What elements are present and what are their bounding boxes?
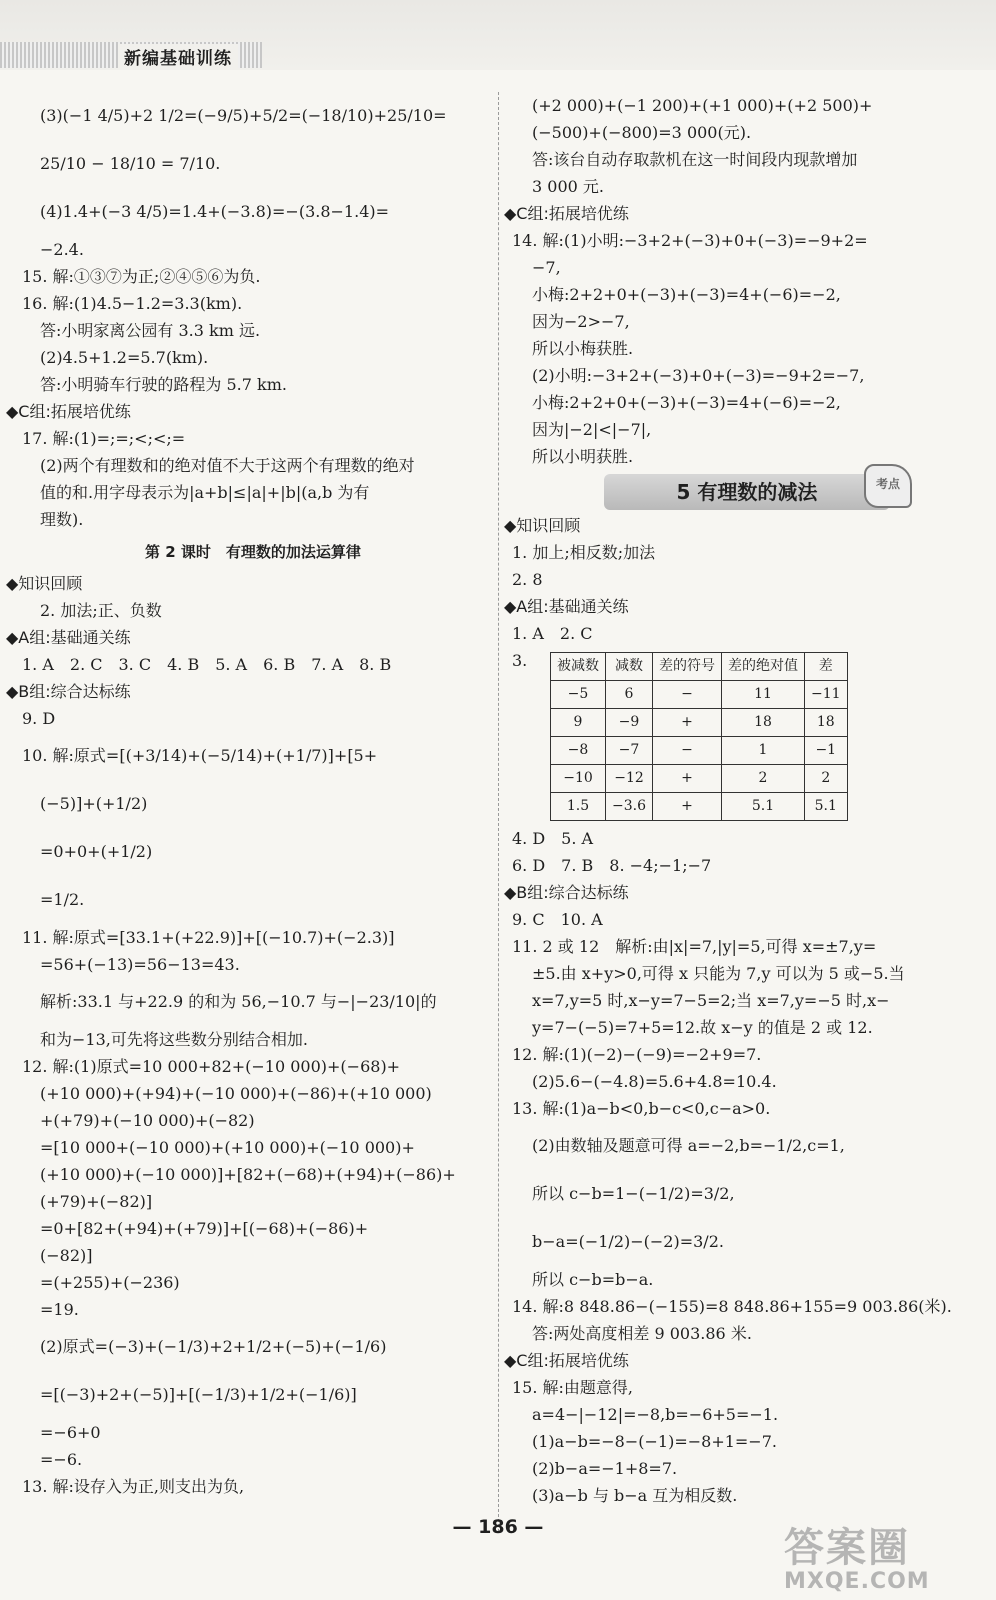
- table-cell: −11: [805, 681, 848, 709]
- table-header-cell: 差的绝对值: [722, 653, 805, 681]
- book-title: 新编基础训练: [118, 44, 238, 69]
- answer-line: =−6+0: [40, 1423, 101, 1442]
- table-row: [551, 793, 848, 821]
- answer-line: 2. 8: [512, 570, 543, 589]
- answer-line: 25/10 − 18/10 = 7/10.: [40, 154, 221, 173]
- answer-line: (2)b−a=−1+8=7.: [532, 1459, 678, 1478]
- answer-line: =1/2.: [40, 890, 85, 909]
- table-header-cell: 减数: [606, 653, 653, 681]
- section-title: 5 有理数的减法: [676, 480, 818, 504]
- answer-line: 解析:33.1 与+22.9 的和为 56,−10.7 与−|−23/10|的: [40, 992, 437, 1011]
- table-cell: −: [653, 681, 722, 709]
- answer-line: +(+79)+(−10 000)+(−82): [40, 1111, 255, 1130]
- answer-line: (4)1.4+(−3 4/5)=1.4+(−3.8)=−(3.8−1.4)=: [40, 202, 390, 221]
- answer-line: 10. 解:原式=[(+3/14)+(−5/14)+(+1/7)]+[5+: [22, 746, 378, 765]
- answer-line: =[(−3)+2+(−5)]+[(−1/3)+1/2+(−1/6)]: [40, 1385, 357, 1404]
- table-cell: 2: [805, 765, 848, 793]
- answer-line: 6. D 7. B 8. −4;−1;−7: [512, 856, 712, 875]
- answer-line: =[10 000+(−10 000)+(+10 000)+(−10 000)+: [40, 1138, 415, 1157]
- answer-line: (2)5.6−(−4.8)=5.6+4.8=10.4.: [532, 1072, 777, 1091]
- banner-badge-icon: 考点: [864, 464, 912, 508]
- right-column-mid: [504, 512, 982, 674]
- answer-line: =(+255)+(−236): [40, 1273, 180, 1292]
- answer-line: 所以小明获胜.: [532, 447, 634, 466]
- answer-line: 1. 加上;相反数;加法: [512, 543, 656, 562]
- section-heading: ◆C组:拓展培优练: [504, 1351, 629, 1370]
- table-row: [551, 681, 848, 709]
- answer-line: 9. D: [22, 709, 56, 728]
- answer-line: 15. 解:由题意得,: [512, 1378, 634, 1397]
- answer-line: =0+0+(+1/2): [40, 842, 153, 861]
- table-cell: 1.5: [551, 793, 606, 821]
- right-column: [504, 92, 982, 1509]
- answer-line: x=7,y=5 时,x−y=7−5=2;当 x=7,y=−5 时,x−: [532, 991, 890, 1010]
- answer-line: 所以 c−b=b−a.: [532, 1270, 654, 1289]
- section-heading: ◆A组:基础通关练: [504, 597, 629, 616]
- table-cell: +: [653, 709, 722, 737]
- answer-line: 答:该台自动存取款机在这一时间段内现款增加: [532, 150, 858, 169]
- answer-line: 9. C 10. A: [512, 910, 603, 929]
- answer-line: y=7−(−5)=7+5=12.故 x−y 的值是 2 或 12.: [532, 1018, 873, 1037]
- table-body: [551, 681, 848, 821]
- answer-line: 13. 解:(1)a−b<0,b−c<0,c−a>0.: [512, 1099, 771, 1118]
- answer-line: (−500)+(−800)=3 000(元).: [532, 123, 752, 142]
- answer-line: =−6.: [40, 1450, 83, 1469]
- left-column: [6, 92, 484, 1500]
- answer-line: 和为−13,可先将这些数分别结合相加.: [40, 1030, 308, 1049]
- answer-line: 17. 解:(1)=;=;<;<;=: [22, 429, 186, 448]
- answer-line: 因为|−2|<|−7|,: [532, 420, 652, 439]
- table-cell: −10: [551, 765, 606, 793]
- answer-line: 理数).: [40, 510, 84, 529]
- answer-line: (2)原式=(−3)+(−1/3)+2+1/2+(−5)+(−1/6): [40, 1337, 387, 1356]
- table-header-cell: 差: [805, 653, 848, 681]
- answer-line: b−a=(−1/2)−(−2)=3/2.: [532, 1232, 724, 1251]
- table-cell: 6: [606, 681, 653, 709]
- answer-line: (3)a−b 与 b−a 互为相反数.: [532, 1486, 738, 1505]
- answer-line: =19.: [40, 1300, 79, 1319]
- difference-table: [550, 652, 848, 821]
- answer-line: 4. D 5. A: [512, 829, 594, 848]
- answer-line: (+2 000)+(−1 200)+(+1 000)+(+2 500)+: [532, 96, 873, 115]
- table-cell: −1: [805, 737, 848, 765]
- answer-line: =56+(−13)=56−13=43.: [40, 955, 240, 974]
- answer-line: 第 2 课时 有理数的加法运算律: [145, 543, 361, 561]
- column-divider: [498, 92, 499, 1532]
- table-cell: −3.6: [606, 793, 653, 821]
- table-header-row: [551, 653, 848, 681]
- answer-line: 答:两处高度相差 9 003.86 米.: [532, 1324, 752, 1343]
- answer-line: 16. 解:(1)4.5−1.2=3.3(km).: [22, 294, 243, 313]
- table-row: [551, 709, 848, 737]
- answer-line: 3.: [512, 651, 528, 670]
- answer-line: (+79)+(−82)]: [40, 1192, 153, 1211]
- watermark-sub: MXQE.COM: [784, 1569, 930, 1594]
- answer-line: (1)a−b=−8−(−1)=−8+1=−7.: [532, 1432, 777, 1451]
- answer-line: ±5.由 x+y>0,可得 x 只能为 7,y 可以为 5 或−5.当: [532, 964, 905, 983]
- table-cell: 5.1: [805, 793, 848, 821]
- answer-line: (3)(−1 4/5)+2 1/2=(−9/5)+5/2=(−18/10)+25/10=: [40, 106, 447, 125]
- answer-line: 14. 解:8 848.86−(−155)=8 848.86+155=9 003.86(米).: [512, 1297, 952, 1316]
- answer-line: −2.4.: [40, 240, 84, 259]
- table-cell: −7: [606, 737, 653, 765]
- page-number: — 186 —: [452, 1516, 544, 1538]
- answer-line: 1. A 2. C: [512, 624, 593, 643]
- table-cell: 11: [722, 681, 805, 709]
- answer-line: (−5)]+(+1/2): [40, 794, 148, 813]
- watermark-main: 答案圈: [784, 1525, 910, 1571]
- answer-line: (−82)]: [40, 1246, 93, 1265]
- section-heading: ◆C组:拓展培优练: [504, 204, 629, 223]
- answer-line: 12. 解:(1)原式=10 000+82+(−10 000)+(−68)+: [22, 1057, 401, 1076]
- section-heading: ◆知识回顾: [504, 516, 581, 535]
- table-cell: 18: [805, 709, 848, 737]
- answer-line: (+10 000)+(+94)+(−10 000)+(−86)+(+10 000): [40, 1084, 432, 1103]
- answer-line: 因为−2>−7,: [532, 312, 630, 331]
- table-cell: −9: [606, 709, 653, 737]
- answer-line: (2)由数轴及题意可得 a=−2,b=−1/2,c=1,: [532, 1136, 845, 1155]
- answer-line: 答:小明家离公园有 3.3 km 远.: [40, 321, 261, 340]
- answer-line: 所以小梅获胜.: [532, 339, 634, 358]
- answer-line: 13. 解:设存入为正,则支出为负,: [22, 1477, 245, 1496]
- answer-line: (2)4.5+1.2=5.7(km).: [40, 348, 209, 367]
- answer-line: (2)小明:−3+2+(−3)+0+(−3)=−9+2=−7,: [532, 366, 865, 385]
- section-heading: ◆B组:综合达标练: [504, 883, 629, 902]
- answer-line: a=4−|−12|=−8,b=−6+5=−1.: [532, 1405, 779, 1424]
- answer-line: 11. 解:原式=[33.1+(+22.9)]+[(−10.7)+(−2.3)]: [22, 928, 395, 947]
- answer-line: −7,: [532, 258, 561, 277]
- answer-line: 所以 c−b=1−(−1/2)=3/2,: [532, 1184, 735, 1203]
- table-cell: +: [653, 793, 722, 821]
- table-row: [551, 765, 848, 793]
- table-cell: 9: [551, 709, 606, 737]
- answer-line: 2. 加法;正、负数: [40, 601, 162, 620]
- table-cell: −: [653, 737, 722, 765]
- table-cell: −12: [606, 765, 653, 793]
- table-cell: +: [653, 765, 722, 793]
- table-cell: −5: [551, 681, 606, 709]
- answer-line: (+10 000)+(−10 000)]+[82+(−68)+(+94)+(−86)+: [40, 1165, 456, 1184]
- answer-line: =0+[82+(+94)+(+79)]+[(−68)+(−86)+: [40, 1219, 369, 1238]
- table-cell: −8: [551, 737, 606, 765]
- answer-line: 11. 2 或 12 解析:由|x|=7,|y|=5,可得 x=±7,y=: [512, 937, 877, 956]
- answer-line: (2)两个有理数和的绝对值不大于这两个有理数的绝对: [40, 456, 415, 475]
- answer-line: 15. 解:①③⑦为正;②④⑤⑥为负.: [22, 267, 261, 286]
- right-column-bottom: [504, 825, 982, 1509]
- answer-line: 小梅:2+2+0+(−3)+(−3)=4+(−6)=−2,: [532, 285, 841, 304]
- table-row: [551, 737, 848, 765]
- section-heading: ◆知识回顾: [6, 574, 83, 593]
- section-heading: ◆B组:综合达标练: [6, 682, 131, 701]
- table-header-cell: 被减数: [551, 653, 606, 681]
- answer-line: 小梅:2+2+0+(−3)+(−3)=4+(−6)=−2,: [532, 393, 841, 412]
- answer-line: 1. A 2. C 3. C 4. B 5. A 6. B 7. A 8. B: [22, 655, 392, 674]
- answer-line: 12. 解:(1)(−2)−(−9)=−2+9=7.: [512, 1045, 762, 1064]
- section-heading: ◆A组:基础通关练: [6, 628, 131, 647]
- table-cell: 5.1: [722, 793, 805, 821]
- answer-line: 值的和.用字母表示为|a+b|≤|a|+|b|(a,b 为有: [40, 483, 370, 502]
- answer-line: 答:小明骑车行驶的路程为 5.7 km.: [40, 375, 287, 394]
- table-cell: 18: [722, 709, 805, 737]
- table-cell: 1: [722, 737, 805, 765]
- right-column-top: [504, 92, 982, 470]
- answer-line: 14. 解:(1)小明:−3+2+(−3)+0+(−3)=−9+2=: [512, 231, 868, 250]
- table-header-cell: 差的符号: [653, 653, 722, 681]
- section-banner: [604, 474, 900, 510]
- answer-line: 3 000 元.: [532, 177, 604, 196]
- table-cell: 2: [722, 765, 805, 793]
- watermark-logo: [784, 1516, 984, 1594]
- section-heading: ◆C组:拓展培优练: [6, 402, 131, 421]
